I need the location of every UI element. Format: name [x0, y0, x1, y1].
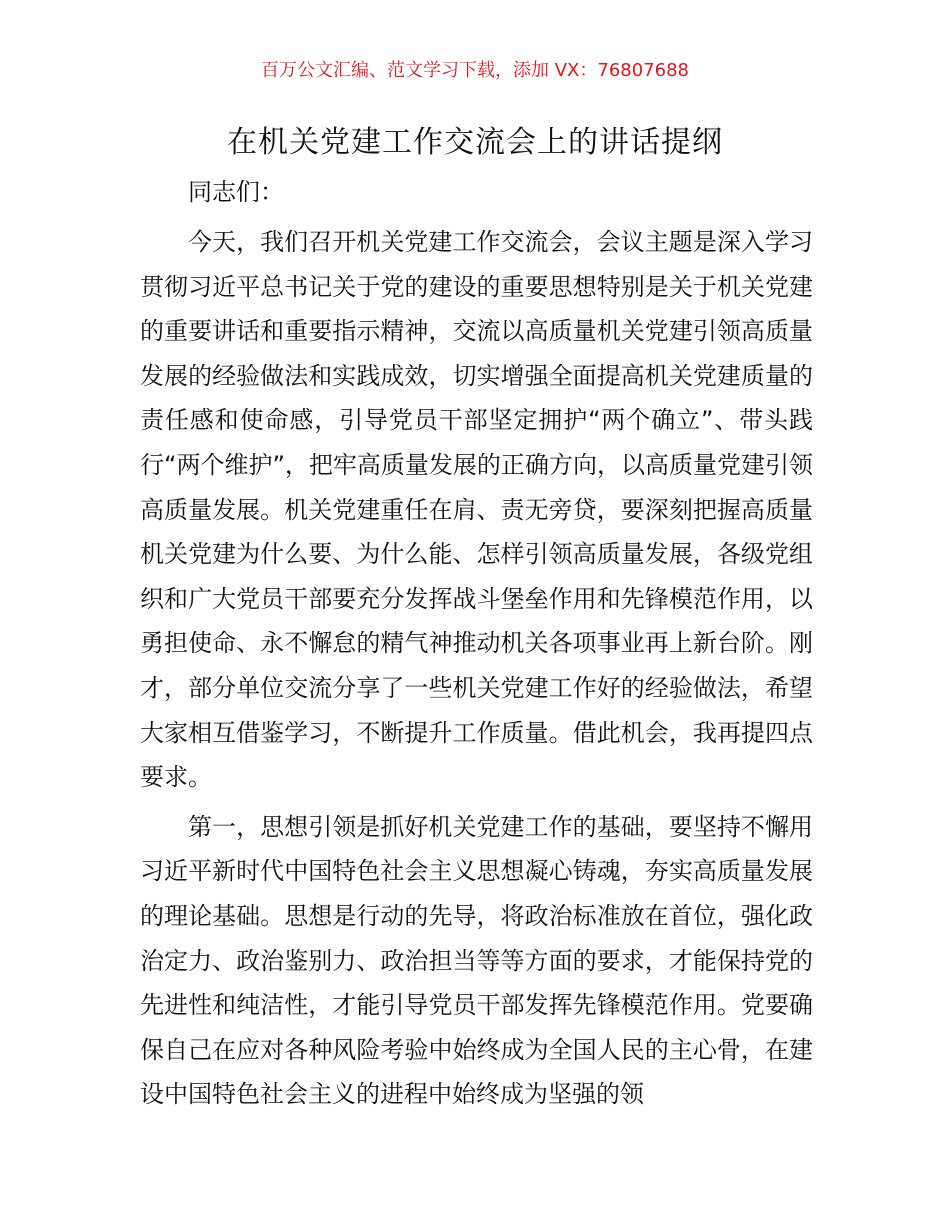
- salutation: 同志们：: [188, 178, 284, 206]
- document-title: 在机关党建工作交流会上的讲话提纲: [227, 125, 723, 160]
- paragraph-first-requirement: 第一，思想引领是抓好机关党建工作的基础，要坚持不懈用习近平新时代中国特色社会主义思想凝心铸魂，夯实高质量发展的理论基础。思想是行动的先导，将政治标准放在首位，强化政治定力、政治鉴别力、政治担当等等方面的要求，才能保持党的先进性和纯洁性，才能引导党员干部发挥先锋模范作用。党要确保自己在应对各种风险考验中始终成为全国人民的主心骨，在建设中国特色社会主义的进程中始终成为坚强的领: [140, 812, 813, 1109]
- document-body: [140, 168, 813, 1117]
- download-banner: 百万公文汇编、范文学习下载，添加 VX：76807688: [261, 60, 689, 81]
- paragraph-intro: 今天，我们召开机关党建工作交流会，会议主题是深入学习贯彻习近平总书记关于党的建设的重要思想特别是关于机关党建的重要讲话和重要指示精神，交流以高质量机关党建引领高质量发展的经验做法和实践成效，切实增强全面提高机关党建质量的责任感和使命感，引导党员干部坚定拥护“两个确立”、带头践行“两个维护”，把牢高质量发展的正确方向，以高质量党建引领高质量发展。机关党建重任在肩、责无旁贷，要深刻把握高质量机关党建为什么要、为什么能、怎样引领高质量发展，各级党组织和广大党员干部要充分发挥战斗堡垒作用和先锋模范作用，以勇担使命、永不懈怠的精气神推动机关各项事业再上新台阶。刚才，部分单位交流分享了一些机关党建工作好的经验做法，希望大家相互借鉴学习，不断提升工作质量。借此机会，我再提四点要求。: [140, 228, 813, 792]
